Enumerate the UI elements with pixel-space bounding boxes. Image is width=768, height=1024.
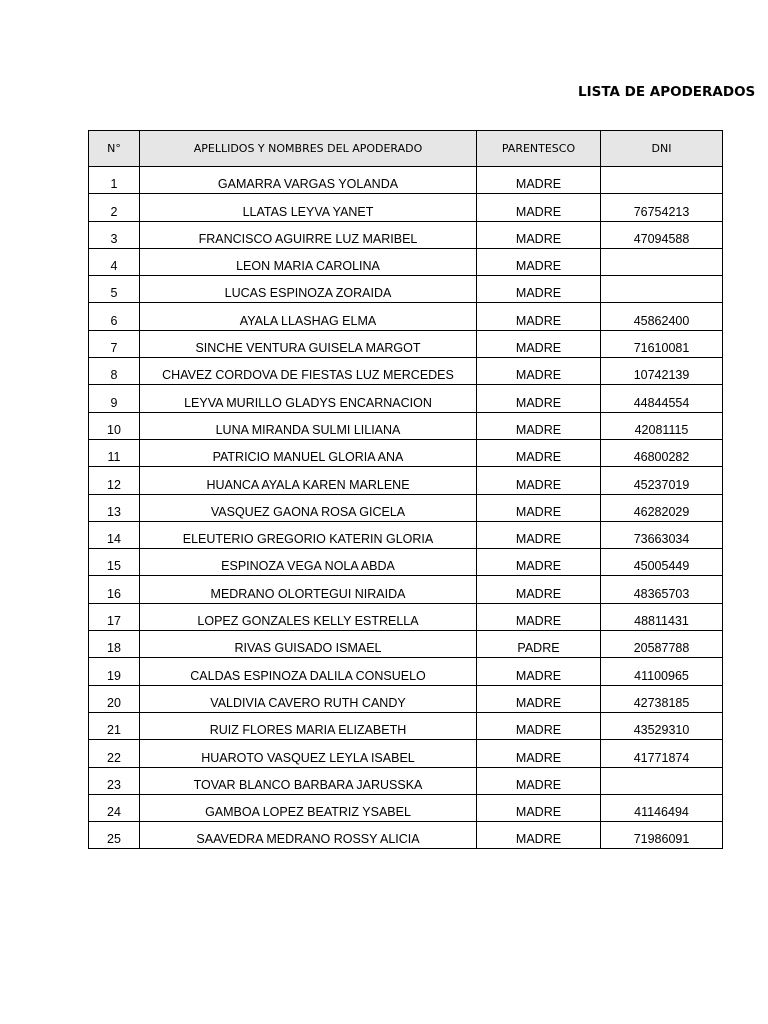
row-dni: 41100965 — [634, 668, 689, 683]
row-dni-cell — [601, 221, 723, 248]
row-relationship-cell — [477, 276, 601, 303]
row-name-cell — [140, 494, 477, 521]
row-relationship: MADRE — [515, 832, 562, 847]
table-row — [89, 467, 723, 494]
row-name: MEDRANO OLORTEGUI NIRAIDA — [210, 586, 406, 601]
row-name: PATRICIO MANUEL GLORIA ANA — [212, 450, 404, 465]
row-dni: 47094588 — [633, 231, 690, 246]
row-name-cell — [140, 412, 477, 439]
table-row — [89, 822, 723, 849]
table-row — [89, 576, 723, 603]
table-row — [89, 385, 723, 412]
row-name: LLATAS LEYVA YANET — [242, 204, 374, 219]
row-dni-cell — [601, 303, 723, 330]
row-name-cell — [140, 631, 477, 658]
row-name: LEYVA MURILLO GLADYS ENCARNACION — [184, 395, 432, 410]
row-dni-cell — [601, 712, 723, 739]
row-name-cell — [140, 603, 477, 630]
row-relationship: MADRE — [515, 777, 562, 792]
row-number-cell — [89, 740, 140, 767]
row-number: 6 — [110, 313, 118, 328]
table-row — [89, 767, 723, 794]
row-number: 25 — [107, 832, 121, 847]
row-relationship-cell — [477, 631, 601, 658]
table-row — [89, 276, 723, 303]
row-relationship: MADRE — [515, 368, 562, 383]
row-number-cell — [89, 412, 140, 439]
table-row — [89, 685, 723, 712]
row-dni: 44844554 — [633, 395, 690, 410]
row-number: 17 — [107, 614, 121, 629]
row-relationship-cell — [477, 794, 601, 821]
row-name-cell — [140, 385, 477, 412]
row-number: 15 — [107, 559, 121, 574]
table-row — [89, 303, 723, 330]
row-name-cell — [140, 358, 477, 385]
row-relationship-cell — [477, 767, 601, 794]
row-dni-cell — [601, 330, 723, 357]
table-row — [89, 494, 723, 521]
row-name: RUIZ FLORES MARIA ELIZABETH — [209, 723, 407, 738]
row-dni: 43529310 — [633, 723, 690, 738]
row-dni: 41146494 — [634, 805, 689, 820]
row-dni: 71986091 — [633, 832, 690, 847]
row-name: SAAVEDRA MEDRANO ROSSY ALICIA — [196, 832, 420, 847]
row-name-cell — [140, 767, 477, 794]
row-number: 5 — [110, 286, 118, 301]
row-dni-cell — [601, 603, 723, 630]
row-relationship: MADRE — [515, 532, 562, 547]
header-number: N° — [89, 131, 140, 167]
row-relationship-cell — [477, 576, 601, 603]
row-name: FRANCISCO AGUIRRE LUZ MARIBEL — [198, 231, 418, 246]
row-relationship-cell — [477, 521, 601, 548]
row-dni: 10742139 — [633, 368, 690, 383]
row-relationship: MADRE — [515, 231, 562, 246]
row-number-cell — [89, 467, 140, 494]
row-name: HUAROTO VASQUEZ LEYLA ISABEL — [201, 750, 415, 765]
row-dni: 48811431 — [634, 614, 689, 629]
row-relationship: MADRE — [515, 477, 562, 492]
row-dni: 46800282 — [633, 450, 690, 465]
row-number: 13 — [107, 504, 121, 519]
row-relationship: MADRE — [515, 450, 562, 465]
row-dni-cell — [601, 467, 723, 494]
row-name: VASQUEZ GAONA ROSA GICELA — [210, 504, 406, 519]
row-relationship: MADRE — [515, 668, 562, 683]
row-name-cell — [140, 712, 477, 739]
table-row — [89, 521, 723, 548]
row-name: LUCAS ESPINOZA ZORAIDA — [224, 286, 392, 301]
row-name-cell — [140, 276, 477, 303]
table-row — [89, 412, 723, 439]
row-name-cell — [140, 794, 477, 821]
row-name-cell — [140, 521, 477, 548]
row-number: 7 — [110, 341, 118, 356]
row-relationship: MADRE — [515, 614, 562, 629]
row-relationship-cell — [477, 303, 601, 330]
row-dni: 20587788 — [633, 641, 690, 656]
row-dni-cell — [601, 685, 723, 712]
row-name-cell — [140, 822, 477, 849]
table-row — [89, 221, 723, 248]
row-number-cell — [89, 221, 140, 248]
row-number: 18 — [107, 641, 121, 656]
row-name: GAMBOA LOPEZ BEATRIZ YSABEL — [205, 805, 411, 820]
row-name: TOVAR BLANCO BARBARA JARUSSKA — [193, 777, 423, 792]
row-name: ELEUTERIO GREGORIO KATERIN GLORIA — [182, 532, 434, 547]
row-number: 14 — [107, 532, 121, 547]
row-relationship: MADRE — [515, 504, 562, 519]
row-relationship-cell — [477, 412, 601, 439]
row-relationship-cell — [477, 549, 601, 576]
row-number-cell — [89, 358, 140, 385]
row-dni: 46282029 — [633, 504, 690, 519]
row-dni-cell — [601, 167, 723, 194]
row-name-cell — [140, 167, 477, 194]
row-dni-cell — [601, 740, 723, 767]
row-number-cell — [89, 822, 140, 849]
row-relationship: MADRE — [515, 204, 562, 219]
document-title: LISTA DE APODERADOS — [578, 84, 756, 100]
row-number-cell — [89, 549, 140, 576]
row-number: 4 — [110, 259, 118, 274]
row-number: 3 — [110, 231, 118, 246]
row-name-cell — [140, 576, 477, 603]
row-number-cell — [89, 521, 140, 548]
row-number: 22 — [107, 750, 121, 765]
row-relationship: MADRE — [515, 286, 562, 301]
row-relationship-cell — [477, 167, 601, 194]
row-number: 24 — [107, 805, 121, 820]
row-number: 10 — [107, 422, 121, 437]
row-relationship: MADRE — [515, 695, 562, 710]
row-dni-cell — [601, 794, 723, 821]
row-relationship-cell — [477, 822, 601, 849]
row-relationship-cell — [477, 439, 601, 466]
row-number-cell — [89, 603, 140, 630]
header-relationship: PARENTESCO — [477, 131, 601, 167]
row-name: ESPINOZA VEGA NOLA ABDA — [221, 559, 395, 574]
row-name: LUNA MIRANDA SULMI LILIANA — [215, 422, 401, 437]
row-name-cell — [140, 467, 477, 494]
row-dni-cell — [601, 576, 723, 603]
row-dni: 45862400 — [633, 313, 690, 328]
row-name: SINCHE VENTURA GUISELA MARGOT — [195, 341, 421, 356]
row-dni-cell — [601, 276, 723, 303]
row-dni-cell — [601, 494, 723, 521]
row-relationship: MADRE — [515, 559, 562, 574]
row-relationship-cell — [477, 221, 601, 248]
row-dni: 48365703 — [633, 586, 690, 601]
row-number-cell — [89, 576, 140, 603]
row-dni-cell — [601, 194, 723, 221]
row-name-cell — [140, 439, 477, 466]
row-name: LEON MARIA CAROLINA — [236, 259, 380, 274]
row-dni-cell — [601, 549, 723, 576]
row-relationship-cell — [477, 658, 601, 685]
row-name-cell — [140, 194, 477, 221]
row-relationship: MADRE — [515, 341, 562, 356]
row-relationship: MADRE — [515, 395, 562, 410]
row-number: 19 — [107, 668, 121, 683]
row-dni-cell — [601, 412, 723, 439]
row-name: VALDIVIA CAVERO RUTH CANDY — [210, 695, 406, 710]
row-relationship: MADRE — [515, 177, 562, 192]
row-relationship-cell — [477, 685, 601, 712]
row-dni-cell — [601, 385, 723, 412]
row-number-cell — [89, 194, 140, 221]
row-relationship: MADRE — [515, 422, 562, 437]
row-number-cell — [89, 276, 140, 303]
header-name: APELLIDOS Y NOMBRES DEL APODERADO — [140, 131, 477, 167]
row-number-cell — [89, 767, 140, 794]
row-name: RIVAS GUISADO ISMAEL — [234, 641, 382, 656]
row-name: AYALA LLASHAG ELMA — [239, 313, 377, 328]
row-name-cell — [140, 740, 477, 767]
row-dni-cell — [601, 822, 723, 849]
row-relationship-cell — [477, 330, 601, 357]
row-name-cell — [140, 221, 477, 248]
row-dni: 45237019 — [633, 477, 690, 492]
row-number: 11 — [107, 450, 121, 465]
row-relationship-cell — [477, 358, 601, 385]
row-number-cell — [89, 439, 140, 466]
row-number-cell — [89, 330, 140, 357]
row-dni-cell — [601, 521, 723, 548]
row-dni: 71610081 — [633, 341, 690, 356]
row-relationship-cell — [477, 494, 601, 521]
row-number: 21 — [107, 723, 121, 738]
table-row — [89, 248, 723, 275]
row-dni: 41771874 — [633, 750, 690, 765]
table-header-row — [89, 131, 723, 167]
row-dni: 42081115 — [634, 422, 689, 437]
row-dni-cell — [601, 658, 723, 685]
row-dni: 73663034 — [633, 532, 690, 547]
table-row — [89, 330, 723, 357]
row-name-cell — [140, 330, 477, 357]
header-dni: DNI — [601, 131, 723, 167]
row-name-cell — [140, 549, 477, 576]
row-relationship-cell — [477, 603, 601, 630]
table-row — [89, 740, 723, 767]
row-relationship: PADRE — [517, 641, 560, 656]
row-name: CHAVEZ CORDOVA DE FIESTAS LUZ MERCEDES — [162, 368, 454, 383]
row-name-cell — [140, 248, 477, 275]
row-name-cell — [140, 658, 477, 685]
table-row — [89, 712, 723, 739]
row-name: GAMARRA VARGAS YOLANDA — [217, 177, 399, 192]
row-relationship: MADRE — [515, 750, 562, 765]
row-relationship-cell — [477, 740, 601, 767]
table-row — [89, 439, 723, 466]
row-dni-cell — [601, 439, 723, 466]
table-row — [89, 658, 723, 685]
row-name: CALDAS ESPINOZA DALILA CONSUELO — [190, 668, 426, 683]
row-number: 8 — [110, 368, 118, 383]
row-number-cell — [89, 167, 140, 194]
row-dni-cell — [601, 248, 723, 275]
table-row — [89, 549, 723, 576]
row-number: 9 — [110, 395, 118, 410]
row-name: LOPEZ GONZALES KELLY ESTRELLA — [197, 614, 419, 629]
row-name: HUANCA AYALA KAREN MARLENE — [206, 477, 410, 492]
row-dni-cell — [601, 631, 723, 658]
row-dni-cell — [601, 767, 723, 794]
row-number: 20 — [107, 695, 121, 710]
row-dni: 45005449 — [633, 559, 690, 574]
row-number: 1 — [110, 177, 118, 192]
row-relationship-cell — [477, 467, 601, 494]
table-row — [89, 167, 723, 194]
row-name-cell — [140, 303, 477, 330]
row-number: 16 — [107, 586, 121, 601]
row-relationship: MADRE — [515, 313, 562, 328]
row-relationship-cell — [477, 712, 601, 739]
row-number-cell — [89, 658, 140, 685]
row-name-cell — [140, 685, 477, 712]
table-row — [89, 631, 723, 658]
row-number: 12 — [107, 477, 121, 492]
row-number-cell — [89, 712, 140, 739]
row-number-cell — [89, 385, 140, 412]
row-number: 2 — [110, 204, 118, 219]
table-row — [89, 358, 723, 385]
table-row — [89, 603, 723, 630]
row-relationship: MADRE — [515, 586, 562, 601]
row-number-cell — [89, 248, 140, 275]
row-dni: 76754213 — [633, 204, 690, 219]
row-number-cell — [89, 494, 140, 521]
row-relationship-cell — [477, 194, 601, 221]
table-row — [89, 194, 723, 221]
row-relationship-cell — [477, 385, 601, 412]
row-number-cell — [89, 303, 140, 330]
row-relationship: MADRE — [515, 805, 562, 820]
row-relationship-cell — [477, 248, 601, 275]
apoderados-table — [88, 130, 723, 849]
row-number-cell — [89, 631, 140, 658]
table-row — [89, 794, 723, 821]
row-relationship: MADRE — [515, 723, 562, 738]
row-number-cell — [89, 685, 140, 712]
row-relationship: MADRE — [515, 259, 562, 274]
row-dni: 42738185 — [633, 695, 690, 710]
row-dni-cell — [601, 358, 723, 385]
row-number-cell — [89, 794, 140, 821]
row-number: 23 — [107, 777, 121, 792]
